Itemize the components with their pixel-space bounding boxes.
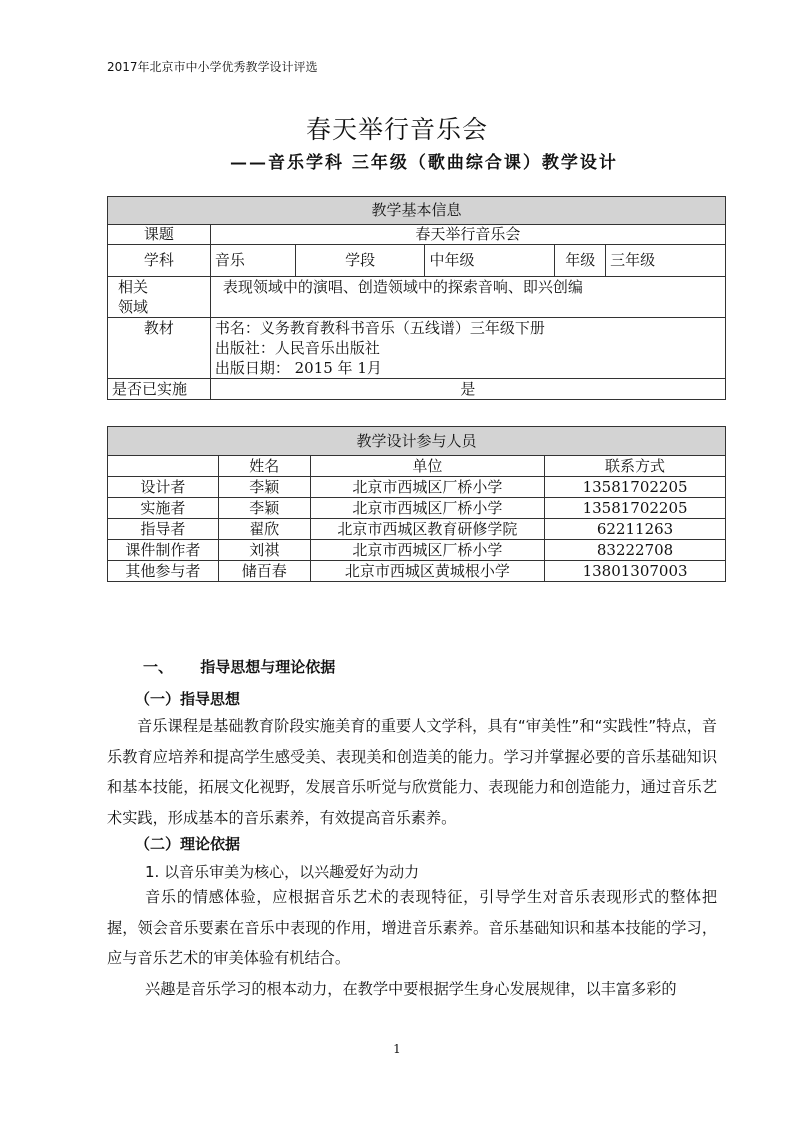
- stage-value: 中年级: [425, 245, 555, 277]
- unit-cell: 北京市西城区厂桥小学: [310, 540, 545, 561]
- contact-cell: 13801307003: [545, 561, 726, 582]
- basic-info-heading: 教学基本信息: [108, 197, 726, 225]
- name-cell: 储百春: [218, 561, 310, 582]
- table-row: [108, 561, 726, 582]
- unit-cell: 北京市西城区教育研修学院: [310, 519, 545, 540]
- name-cell: 刘祺: [218, 540, 310, 561]
- table-row: [108, 498, 726, 519]
- domain-value: 表现领域中的演唱、创造领域中的探索音响、即兴创编: [210, 277, 725, 318]
- contact-cell: 62211263: [545, 519, 726, 540]
- grade-label: 年级: [555, 245, 606, 277]
- role-cell: 课件制作者: [108, 540, 219, 561]
- stage-label: 学段: [295, 245, 425, 277]
- domain-label-line-2: 领域: [118, 298, 149, 316]
- contact-column-header: 联系方式: [545, 456, 726, 477]
- implemented-value: 是: [210, 379, 725, 400]
- basic-info-table: [107, 196, 726, 400]
- textbook-name: 书名：义务教育教科书音乐（五线谱）三年级下册: [214, 319, 545, 337]
- paragraph-theory-1: 音乐的情感体验，应根据音乐艺术的表现特征，引导学生对音乐表现形式的整体把握，领会音乐要素在音乐中表现的作用，增进音乐素养。音乐基础知识和基本技能的学习，应与音乐艺术的审美体验有机结合。: [107, 888, 717, 967]
- page-number: 1: [393, 1042, 401, 1056]
- document-subtitle: ——音乐学科 三年级（歌曲综合课）教学设计: [230, 153, 618, 173]
- subsection-2-heading: （二）理论依据: [135, 835, 241, 853]
- role-cell: 实施者: [108, 498, 219, 519]
- role-cell: 指导者: [108, 519, 219, 540]
- section-1-title: 指导思想与理论依据: [200, 658, 336, 676]
- table-row: [108, 540, 726, 561]
- grade-value: 三年级: [606, 245, 726, 277]
- domain-label: [108, 277, 211, 318]
- topic-label: 课题: [108, 225, 211, 245]
- table-row: [108, 477, 726, 498]
- unit-cell: 北京市西城区黄城根小学: [310, 561, 545, 582]
- empty-header-cell: [108, 456, 219, 477]
- contact-cell: 13581702205: [545, 498, 726, 519]
- section-1-number: 一、: [143, 658, 174, 676]
- table-row: [108, 519, 726, 540]
- textbook-date: 出版日期： 2015 年 1月: [214, 359, 382, 377]
- list-item-1: 1. 以音乐审美为核心，以兴趣爱好为动力: [145, 863, 420, 881]
- subsection-1-heading: （一）指导思想: [135, 690, 241, 708]
- section-1-heading: [143, 656, 335, 677]
- textbook-publisher: 出版社：人民音乐出版社: [214, 339, 380, 357]
- contact-cell: 13581702205: [545, 477, 726, 498]
- textbook-label: 教材: [108, 318, 211, 379]
- unit-cell: 北京市西城区厂桥小学: [310, 477, 545, 498]
- paragraph-guiding-thought: 音乐课程是基础教育阶段实施美育的重要人文学科，具有“审美性”和“实践性”特点，音乐教育应培养和提高学生感受美、表现美和创造美的能力。学习并掌握必要的音乐基础知识和基本技能，拓展文化视野，发展音乐听觉与欣赏能力、表现能力和创造能力，通过音乐艺术实践，形成基本的音乐素养，有效提高音乐素养。: [107, 717, 717, 827]
- name-cell: 李颖: [218, 498, 310, 519]
- name-column-header: 姓名: [218, 456, 310, 477]
- textbook-value: [210, 318, 725, 379]
- role-cell: 设计者: [108, 477, 219, 498]
- role-cell: 其他参与者: [108, 561, 219, 582]
- document-title: 春天举行音乐会: [305, 115, 488, 144]
- participants-heading: 教学设计参与人员: [108, 427, 726, 456]
- domain-label-line-1: 相关: [118, 278, 149, 296]
- name-cell: 翟欣: [218, 519, 310, 540]
- page-header: 2017年北京市中小学优秀教学设计评选: [107, 60, 318, 74]
- contact-cell: 83222708: [545, 540, 726, 561]
- unit-cell: 北京市西城区厂桥小学: [310, 498, 545, 519]
- implemented-label: 是否已实施: [108, 379, 211, 400]
- name-cell: 李颖: [218, 477, 310, 498]
- unit-column-header: 单位: [310, 456, 545, 477]
- subject-label: 学科: [108, 245, 211, 277]
- participants-table: [107, 426, 726, 582]
- paragraph-theory-2: 兴趣是音乐学习的根本动力，在教学中要根据学生身心发展规律，以丰富多彩的: [145, 980, 677, 998]
- topic-value: 春天举行音乐会: [210, 225, 725, 245]
- subject-value: 音乐: [210, 245, 295, 277]
